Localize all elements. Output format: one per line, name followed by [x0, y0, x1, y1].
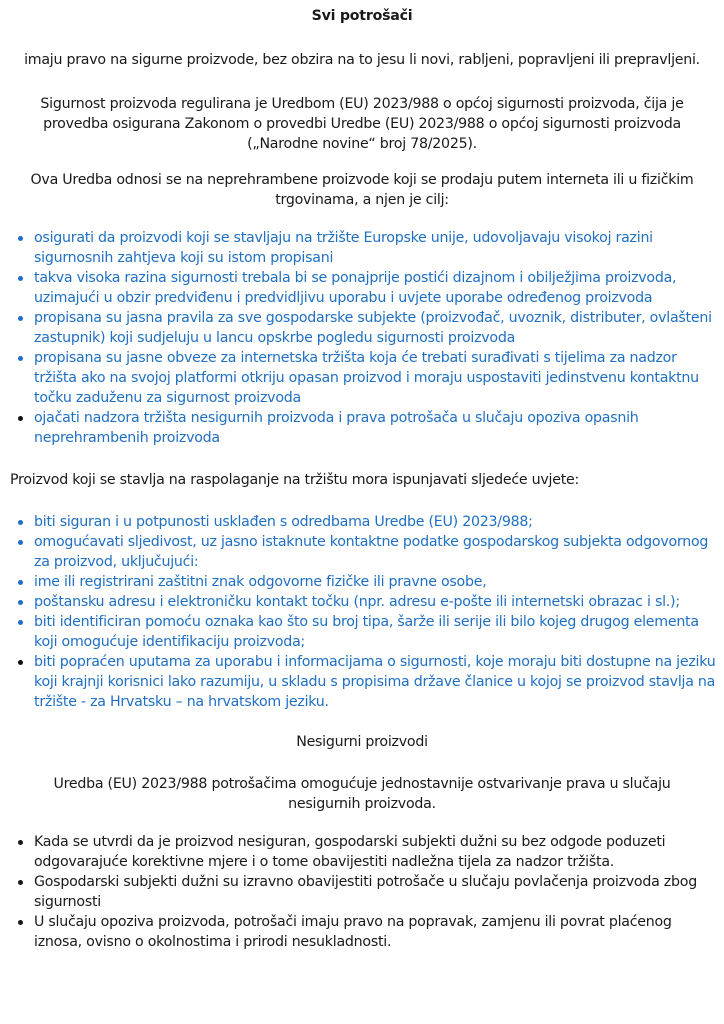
bullet-icon [18, 520, 23, 525]
regulation-paragraph [8, 94, 716, 154]
bullet-icon [18, 236, 23, 241]
regulation-line: („Narodne novine“ broj 78/2025). [247, 136, 477, 152]
bullet-icon [18, 660, 23, 665]
scope-paragraph [8, 170, 716, 210]
goals-list [18, 228, 718, 448]
requirement-item [18, 512, 718, 532]
bullet-icon [18, 356, 23, 361]
unsafe-point-text: U slučaju opoziva proizvoda, potrošači imaju pravo na popravak, zamjenu ili povrat plaćenog iznosa, ovisno o okolnostima i prirodi nesukladnosti. [34, 914, 672, 950]
requirement-text: poštansku adresu i elektroničku kontakt točku (npr. adresu e-pošte ili internetski obrazac i sl.); [34, 594, 680, 610]
bullet-icon [18, 276, 23, 281]
unsafe-point-text: Gospodarski subjekti dužni su izravno obavijestiti potrošače u slučaju povlačenja proizvoda zbog sigurnosti [34, 874, 697, 910]
requirements-intro: Proizvod koji se stavlja na raspolaganje na tržištu mora ispunjavati sljedeće uvjete: [10, 472, 580, 488]
unsafe-heading: Nesigurni proizvodi [296, 734, 428, 750]
goal-item [18, 268, 718, 308]
unsafe-point-item [18, 912, 718, 952]
requirement-text: biti siguran i u potpunosti usklađen s odredbama Uredbe (EU) 2023/988; [34, 514, 533, 530]
requirement-item [18, 532, 718, 572]
unsafe-line: Uredba (EU) 2023/988 potrošačima omogućuje jednostavnije ostvarivanje prava u slučaju [53, 776, 671, 792]
goal-text: propisana su jasna pravila za sve gospodarske subjekte (proizvođač, uvoznik, distributer, ovlašteni zastupnik) koji sudjeluju u lancu opskrbe pogledu sigurnosti proizvoda [34, 310, 712, 346]
goal-item [18, 408, 718, 448]
unsafe-line: nesigurnih proizvoda. [288, 796, 436, 812]
goal-item [18, 308, 718, 348]
bullet-icon [18, 920, 23, 925]
bullet-icon [18, 620, 23, 625]
goal-item [18, 228, 718, 268]
goal-item [18, 348, 718, 408]
bullet-icon [18, 840, 23, 845]
unsafe-point-text: Kada se utvrdi da je proizvod nesiguran, gospodarski subjekti dužni su bez odgode poduzeti odgovarajuće korektivne mjere i o tome obavijestiti nadležna tijela za nadzor tržišta. [34, 834, 666, 870]
bullet-icon [18, 600, 23, 605]
scope-line: Ova Uredba odnosi se na neprehrambene proizvode koji se prodaju putem interneta ili u fizičkim [30, 172, 694, 188]
unsafe-paragraph [8, 774, 716, 814]
goal-text: propisana su jasne obveze za internetska tržišta koja će trebati surađivati s tijelima za nadzor tržišta ako na svojoj platformi otkriju opasan proizvod i moraju uspostaviti jedinstvenu kontaktnu točku zaduženu za sigurnost proizvoda [34, 350, 699, 406]
bullet-icon [18, 540, 23, 545]
regulation-line: provedba osigurana Zakonom o provedbi Uredbe (EU) 2023/988 o općoj sigurnosti proizvoda [43, 116, 681, 132]
requirements-list [18, 512, 718, 712]
unsafe-points-list [18, 832, 718, 952]
regulation-line: Sigurnost proizvoda regulirana je Uredbom (EU) 2023/988 o općoj sigurnosti proizvoda, čija je [40, 96, 684, 112]
goal-text: osigurati da proizvodi koji se stavljaju na tržište Europske unije, udovoljavaju visokoj razini sigurnosnih zahtjeva koji su istom propisani [34, 230, 653, 266]
bullet-icon [18, 416, 23, 421]
bullet-icon [18, 316, 23, 321]
requirement-item [18, 572, 718, 592]
requirement-item [18, 652, 718, 712]
requirement-text: ime ili registrirani zaštitni znak odgovorne fizičke ili pravne osobe, [34, 574, 487, 590]
goal-text: ojačati nadzora tržišta nesigurnih proizvoda i prava potrošača u slučaju opoziva opasnih neprehrambenih proizvoda [34, 410, 639, 446]
unsafe-point-item [18, 832, 718, 872]
requirement-text: biti popraćen uputama za uporabu i informacijama o sigurnosti, koje moraju biti dostupne na jeziku koji krajnji korisnici lako razumiju, u skladu s propisima države članice u kojoj se proizvod stavlja na tržište - za Hrvatsku – na hrvatskom jeziku. [34, 654, 716, 710]
requirement-text: omogućavati sljedivost, uz jasno istaknute kontaktne podatke gospodarskog subjekta odgovornog za proizvod, uključujući: [34, 534, 709, 570]
unsafe-point-item [18, 872, 718, 912]
document-title: Svi potrošači [311, 8, 413, 24]
requirement-item [18, 612, 718, 652]
intro-paragraph: imaju pravo na sigurne proizvode, bez obzira na to jesu li novi, rabljeni, popravljeni ili prepravljeni. [24, 52, 700, 68]
bullet-icon [18, 880, 23, 885]
bullet-icon [18, 580, 23, 585]
requirement-text: biti identificiran pomoću oznaka kao što su broj tipa, šarže ili serije ili bilo kojeg drugog elementa koji omogućuje identifikaciju proizvoda; [34, 614, 699, 650]
requirement-item [18, 592, 718, 612]
goal-text: takva visoka razina sigurnosti trebala bi se ponajprije postići dizajnom i obilježjima proizvoda, uzimajući u obzir predviđenu i predvidljivu uporabu i uvjete uporabe određenog proizvoda [34, 270, 677, 306]
scope-line: trgovinama, a njen je cilj: [275, 192, 449, 208]
